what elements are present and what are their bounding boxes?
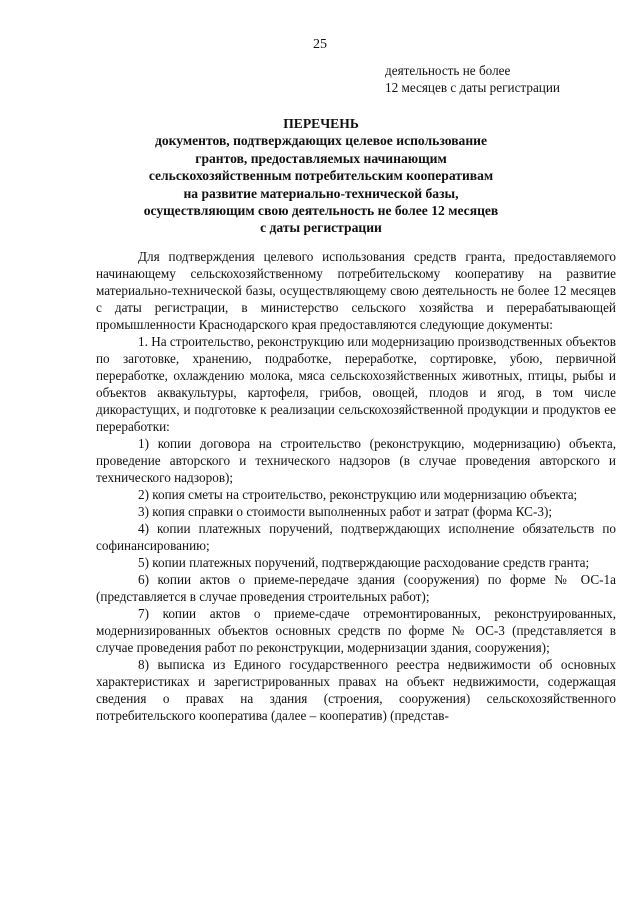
heading-line: документов, подтверждающих целевое использование (154, 133, 488, 149)
list-item: 2) копия сметы на строительство, реконструкцию или модернизацию объекта; (138, 487, 578, 502)
list-item: 4) копии платежных поручений, подтверждающих исполнение обязательств по софинансированию; (96, 521, 616, 553)
list-item: 8) выписка из Единого государственного реестра недвижимости об основных характеристиках и зарегистрированных правах на объект недвижимости, содержащая сведения о правах на здания (строения, сооружения) сельскохозяйственного потребительского кооператива (далее – кооператив) (представ- (96, 657, 616, 723)
list-item: 6) копии актов о приеме-передаче здания (сооружения) по форме № ОС-1а (представляется в случае проведения строительных работ); (96, 572, 616, 604)
list-item: 1) копии договора на строительство (реконструкцию, модернизацию) объекта, проведение авторского и технического надзоров (в случае проведения авторского и технического надзоров); (96, 436, 616, 485)
page-number: 25 (313, 37, 327, 52)
heading-line: сельскохозяйственным потребительским кооперативам (148, 168, 494, 184)
heading-line: с даты регистрации (260, 220, 382, 236)
section-paragraph: 1. На строительство, реконструкцию или модернизацию производственных объектов по заготовке, хранению, подработке, переработке, сортировке, убою, первичной переработке, охлаждению молока, мяса сельскохозяйственных животных, птицы, рыбы и объектов аквакультуры, картофеля, грибов, овощей, плодов и ягод, в том числе дикорастущих, и подготовке к реализации сельскохозяйственной продукции и продуктов ее переработки: (96, 334, 616, 434)
heading-line: грантов, предоставляемых начинающим (195, 150, 447, 166)
appendix-note-line: 12 месяцев с даты регистрации (385, 80, 560, 95)
heading-line: осуществляющим свою деятельность не более 12 месяцев (143, 203, 499, 219)
heading-line: на развитие материально-технической базы, (183, 185, 459, 201)
document-title: ПЕРЕЧЕНЬ (283, 116, 359, 131)
document-body (96, 248, 616, 724)
intro-paragraph: Для подтверждения целевого использования средств гранта, предоставляемого начинающему сельскохозяйственному потребительскому кооперативу на развитие материально-технической базы, осуществляющему свою деятельность не более 12 месяцев с даты регистрации, в министерство сельского хозяйства и перерабатывающей промышленности Краснодарского края предоставляются следующие документы: (96, 249, 616, 332)
appendix-note (385, 62, 560, 96)
list-item: 5) копии платежных поручений, подтверждающие расходование средств гранта; (138, 555, 590, 570)
appendix-note-line: деятельность не более (385, 63, 511, 78)
list-item: 7) копии актов о приеме-сдаче отремонтированных, реконструированных, модернизированных объектов основных средств по форме № ОС-3 (представляется в случае проведения работ по реконструкции, модернизации здания, сооружения); (96, 606, 616, 655)
document-heading (88, 115, 554, 237)
list-item: 3) копия справки о стоимости выполненных работ и затрат (форма КС-3); (138, 504, 553, 519)
